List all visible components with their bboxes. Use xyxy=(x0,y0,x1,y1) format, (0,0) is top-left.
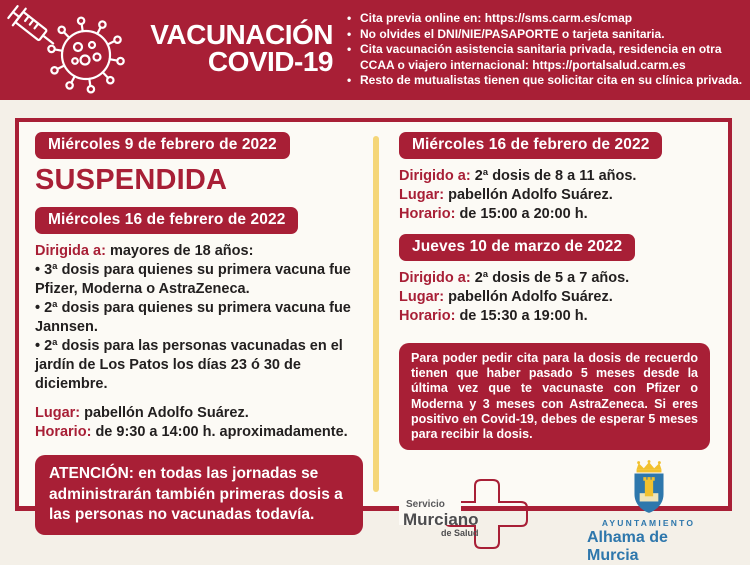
dirigida-label: Dirigida a: xyxy=(35,243,106,259)
lugar-label: Lugar: xyxy=(399,289,445,305)
suspended-status: SUSPENDIDA xyxy=(35,164,228,196)
header-info-item: • No olvides el DNI/NIE/PASAPORTE o tarjeta sanitaria. xyxy=(347,27,747,43)
horario-value: de 15:30 a 19:00 h. xyxy=(459,308,588,324)
left-column xyxy=(19,122,371,523)
servicio-murciano-logo xyxy=(399,476,541,550)
date-badge-feb9: Miércoles 9 de febrero de 2022 xyxy=(35,132,290,159)
horario-line-left xyxy=(35,423,363,442)
horario-value: de 9:30 a 14:00 h. aproximadamente. xyxy=(95,424,348,440)
poster-title xyxy=(148,18,333,77)
ayuntamiento-logo xyxy=(587,460,710,565)
horario-label: Horario: xyxy=(399,308,456,324)
lugar-value: pabellón Adolfo Suárez. xyxy=(448,187,613,203)
horario-label: Horario: xyxy=(35,424,92,440)
ayuntamiento-label: AYUNTAMIENTO xyxy=(601,518,696,529)
horario-label: Horario: xyxy=(399,206,456,222)
dose-bullet-2: • 2ª dosis para quienes su primera vacuna fue Jannsen. xyxy=(35,300,351,335)
dirigido-label: Dirigido a: xyxy=(399,270,471,286)
alhama-shield-icon xyxy=(626,460,672,516)
header-banner xyxy=(0,0,750,100)
header-info-item: • Cita vacunación asistencia sanitaria privada, residencia en otra CCAA o viajero internacional: https://portalsalud.carm.es xyxy=(347,42,747,73)
horario-value: de 15:00 a 20:00 h. xyxy=(459,206,588,222)
dirigido-value: 2ª dosis de 5 a 7 años. xyxy=(474,270,630,286)
dirigida-line xyxy=(35,242,363,261)
dose-bullet-3: • 2ª dosis para las personas vacunadas en el jardín de Los Patos los días 23 ó 30 de diciembre. xyxy=(35,338,343,392)
poster-title-line2: COVID-19 xyxy=(207,46,333,77)
dirigido-label: Dirigido a: xyxy=(399,168,471,184)
dirigido-line-2 xyxy=(399,269,710,288)
sms-logo-line1: Servicio xyxy=(406,498,445,510)
dirigido-line-1 xyxy=(399,167,710,186)
right-column xyxy=(379,122,728,565)
date-badge-feb16-left: Miércoles 16 de febrero de 2022 xyxy=(35,207,298,234)
lugar-line-1 xyxy=(399,186,710,205)
date-badge-feb16-right: Miércoles 16 de febrero de 2022 xyxy=(399,132,662,159)
header-info-list xyxy=(347,11,747,89)
ayuntamiento-name: Alhama de Murcia xyxy=(587,529,668,565)
poster-title-line1: VACUNACIÓN xyxy=(150,18,333,50)
sms-logo-line3: de Salud xyxy=(441,527,479,538)
lugar-line-left xyxy=(35,404,363,423)
horario-line-1 xyxy=(399,205,710,224)
lugar-line-2 xyxy=(399,288,710,307)
lugar-label: Lugar: xyxy=(35,405,81,421)
dose-bullet-1: • 3ª dosis para quienes su primera vacuna fue Pfizer, Moderna o AstraZeneca. xyxy=(35,262,351,297)
date-badge-mar10: Jueves 10 de marzo de 2022 xyxy=(399,234,635,261)
header-info-item: • Cita previa online en: https://sms.carm.es/cmap xyxy=(347,11,747,27)
syringe-virus-icon xyxy=(0,4,148,98)
sms-logo-line2: Murciano xyxy=(403,509,479,529)
attention-box: ATENCIÓN: en todas las jornadas se administrarán también primeras dosis a las personas no vacunadas todavía. xyxy=(35,455,363,535)
dirigida-value: mayores de 18 años: xyxy=(109,243,254,259)
header-info-item: • Resto de mutualistas tienen que solicitar cita en su clínica privada. xyxy=(347,73,747,89)
booster-info-box: Para poder pedir cita para la dosis de recuerdo tienen que haber pasado 5 meses desde la última vez que te vacunaste con Pfizer o Moderna y 3 meses con AstraZeneca. Si eres positivo en Covid-19, debes de esperar 5 meses para recibir la dosis. xyxy=(399,343,710,450)
horario-line-2 xyxy=(399,307,710,326)
logos-row xyxy=(399,460,710,565)
lugar-label: Lugar: xyxy=(399,187,445,203)
dirigido-value: 2ª dosis de 8 a 11 años. xyxy=(474,168,637,184)
lugar-value: pabellón Adolfo Suárez. xyxy=(448,289,613,305)
lugar-value: pabellón Adolfo Suárez. xyxy=(84,405,249,421)
content-card xyxy=(15,118,732,565)
